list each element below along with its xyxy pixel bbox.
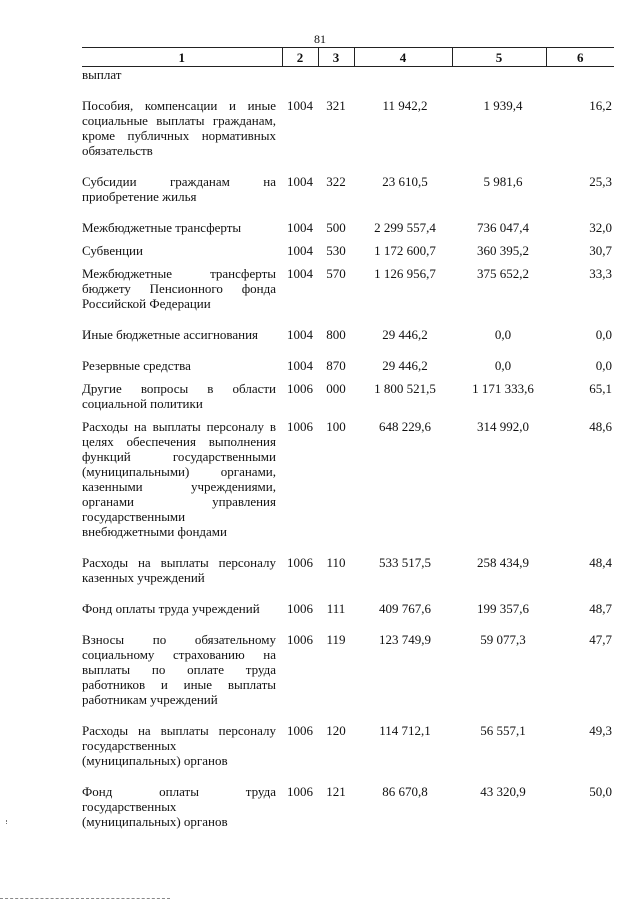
row-expense-type: 500 — [326, 220, 346, 235]
row-planned: 114 712,1 — [379, 723, 431, 738]
row-executed: 0,0 — [494, 358, 512, 373]
row-expense-type: 322 — [326, 174, 346, 189]
row-name: Резервные средства — [82, 358, 191, 373]
row-executed: 43 320,9 — [480, 784, 526, 799]
table-row — [82, 327, 614, 342]
row-name: Межбюджетные трансферты — [82, 220, 242, 235]
table-row — [82, 632, 614, 707]
row-executed: 314 992,0 — [477, 419, 529, 434]
row-expense-type: 110 — [326, 555, 346, 570]
row-section: 1006 — [287, 601, 313, 616]
budget-table — [82, 47, 614, 829]
row-expense-type: 121 — [326, 784, 346, 799]
row-expense-type: 870 — [326, 358, 346, 373]
row-planned: 29 446,2 — [382, 358, 428, 373]
column-header-6: 6 — [546, 48, 614, 67]
column-header-4: 4 — [354, 48, 452, 67]
row-percent — [546, 67, 614, 83]
column-header-5: 5 — [452, 48, 546, 67]
row-section — [282, 67, 318, 83]
row-percent: 48,4 — [589, 555, 612, 570]
row-section: 1004 — [287, 327, 313, 342]
row-section: 1004 — [287, 174, 313, 189]
table-row — [82, 98, 614, 158]
row-name: Взносы по обязательному социальному страхованию на выплаты по оплате труда работников и иные выплаты работникам учреждений — [82, 632, 276, 707]
row-name: Другие вопросы в области социальной политики — [82, 381, 276, 411]
row-name: Фонд оплаты труда учреждений — [82, 601, 260, 616]
row-executed: 1 939,4 — [483, 98, 523, 113]
row-percent: 47,7 — [589, 632, 612, 647]
row-name: Субсидии гражданам на приобретение жилья — [82, 174, 276, 204]
row-planned: 1 126 956,7 — [374, 266, 436, 281]
row-name: Иные бюджетные ассигнования — [82, 327, 259, 342]
row-executed: 258 434,9 — [477, 555, 529, 570]
row-percent: 48,7 — [589, 601, 612, 616]
table-row — [82, 601, 614, 616]
row-percent: 30,7 — [589, 243, 612, 258]
column-header-1: 1 — [82, 48, 282, 67]
page-number: 81 — [314, 32, 326, 46]
row-percent: 49,3 — [589, 723, 612, 738]
row-percent: 65,1 — [589, 381, 612, 396]
row-percent: 33,3 — [589, 266, 612, 281]
row-percent: 25,3 — [589, 174, 612, 189]
row-section: 1006 — [287, 723, 313, 738]
row-expense-type: 570 — [326, 266, 346, 281]
row-executed: 1 171 333,6 — [472, 381, 534, 396]
row-planned: 1 800 521,5 — [374, 381, 436, 396]
row-planned: 23 610,5 — [382, 174, 428, 189]
row-section: 1004 — [287, 358, 313, 373]
row-name: Субвенции — [82, 243, 143, 258]
row-name: Расходы на выплаты персоналу казенных учреждений — [82, 555, 276, 585]
row-executed: 199 357,6 — [477, 601, 529, 616]
table-row — [82, 67, 614, 83]
column-header-2: 2 — [282, 48, 318, 67]
row-planned: 409 767,6 — [379, 601, 431, 616]
row-planned: 11 942,2 — [382, 98, 428, 113]
row-section: 1004 — [287, 243, 313, 258]
row-expense-type: 119 — [326, 632, 346, 647]
row-percent: 16,2 — [589, 98, 612, 113]
table-row — [82, 266, 614, 311]
row-percent: 0,0 — [595, 358, 612, 373]
row-expense-type: 321 — [326, 98, 346, 113]
table-row — [82, 784, 614, 829]
table-row — [82, 220, 614, 235]
row-planned: 123 749,9 — [379, 632, 431, 647]
row-executed: 59 077,3 — [480, 632, 526, 647]
row-section: 1006 — [287, 419, 313, 434]
row-percent: 48,6 — [589, 419, 612, 434]
row-planned: 1 172 600,7 — [374, 243, 436, 258]
row-expense-type: 120 — [326, 723, 346, 738]
row-planned: 29 446,2 — [382, 327, 428, 342]
table-body — [82, 67, 614, 830]
row-expense-type: 000 — [326, 381, 346, 396]
row-executed: 0,0 — [494, 327, 512, 342]
table-row — [82, 381, 614, 411]
row-expense-type — [318, 67, 354, 83]
table-row — [82, 358, 614, 373]
row-section: 1004 — [287, 98, 313, 113]
row-planned: 86 670,8 — [382, 784, 428, 799]
row-executed: 5 981,6 — [483, 174, 523, 189]
row-expense-type: 111 — [326, 601, 346, 616]
scan-bottom-rule — [0, 898, 170, 899]
row-executed: 375 652,2 — [477, 266, 529, 281]
column-header-3: 3 — [318, 48, 354, 67]
row-name: Расходы на выплаты персоналу государственных (муниципальных) органов — [82, 723, 276, 768]
row-name: Фонд оплаты труда государственных (муниципальных) органов — [82, 784, 276, 829]
row-planned: 648 229,6 — [379, 419, 431, 434]
row-percent: 0,0 — [595, 327, 612, 342]
table-header — [82, 48, 614, 67]
row-section: 1004 — [287, 220, 313, 235]
scan-margin-mark — [6, 820, 13, 824]
row-executed: 360 395,2 — [477, 243, 529, 258]
row-name: Расходы на выплаты персоналу в целях обеспечения выполнения функций государственными (муниципальными) органами, казенными учреждениями, органами управления государственными внебюджетными фондами — [82, 419, 276, 539]
row-expense-type: 800 — [326, 327, 346, 342]
row-expense-type: 100 — [326, 419, 346, 434]
row-executed: 56 557,1 — [480, 723, 526, 738]
row-percent: 32,0 — [589, 220, 612, 235]
table-row — [82, 555, 614, 585]
row-percent: 50,0 — [589, 784, 612, 799]
row-planned: 533 517,5 — [379, 555, 431, 570]
table-row — [82, 174, 614, 204]
row-name: Пособия, компенсации и иные социальные выплаты гражданам, кроме публичных нормативных обязательств — [82, 98, 276, 158]
row-name: Межбюджетные трансферты бюджету Пенсионного фонда Российской Федерации — [82, 266, 276, 311]
row-planned — [354, 67, 452, 83]
row-section: 1006 — [287, 632, 313, 647]
row-expense-type: 530 — [326, 243, 346, 258]
row-planned: 2 299 557,4 — [374, 220, 436, 235]
table-row — [82, 243, 614, 258]
table-row — [82, 723, 614, 768]
row-name: выплат — [82, 67, 122, 82]
row-executed — [452, 67, 546, 83]
row-executed: 736 047,4 — [477, 220, 529, 235]
row-section: 1006 — [287, 381, 313, 396]
row-section: 1004 — [287, 266, 313, 281]
table-row — [82, 419, 614, 539]
row-section: 1006 — [287, 784, 313, 799]
row-section: 1006 — [287, 555, 313, 570]
